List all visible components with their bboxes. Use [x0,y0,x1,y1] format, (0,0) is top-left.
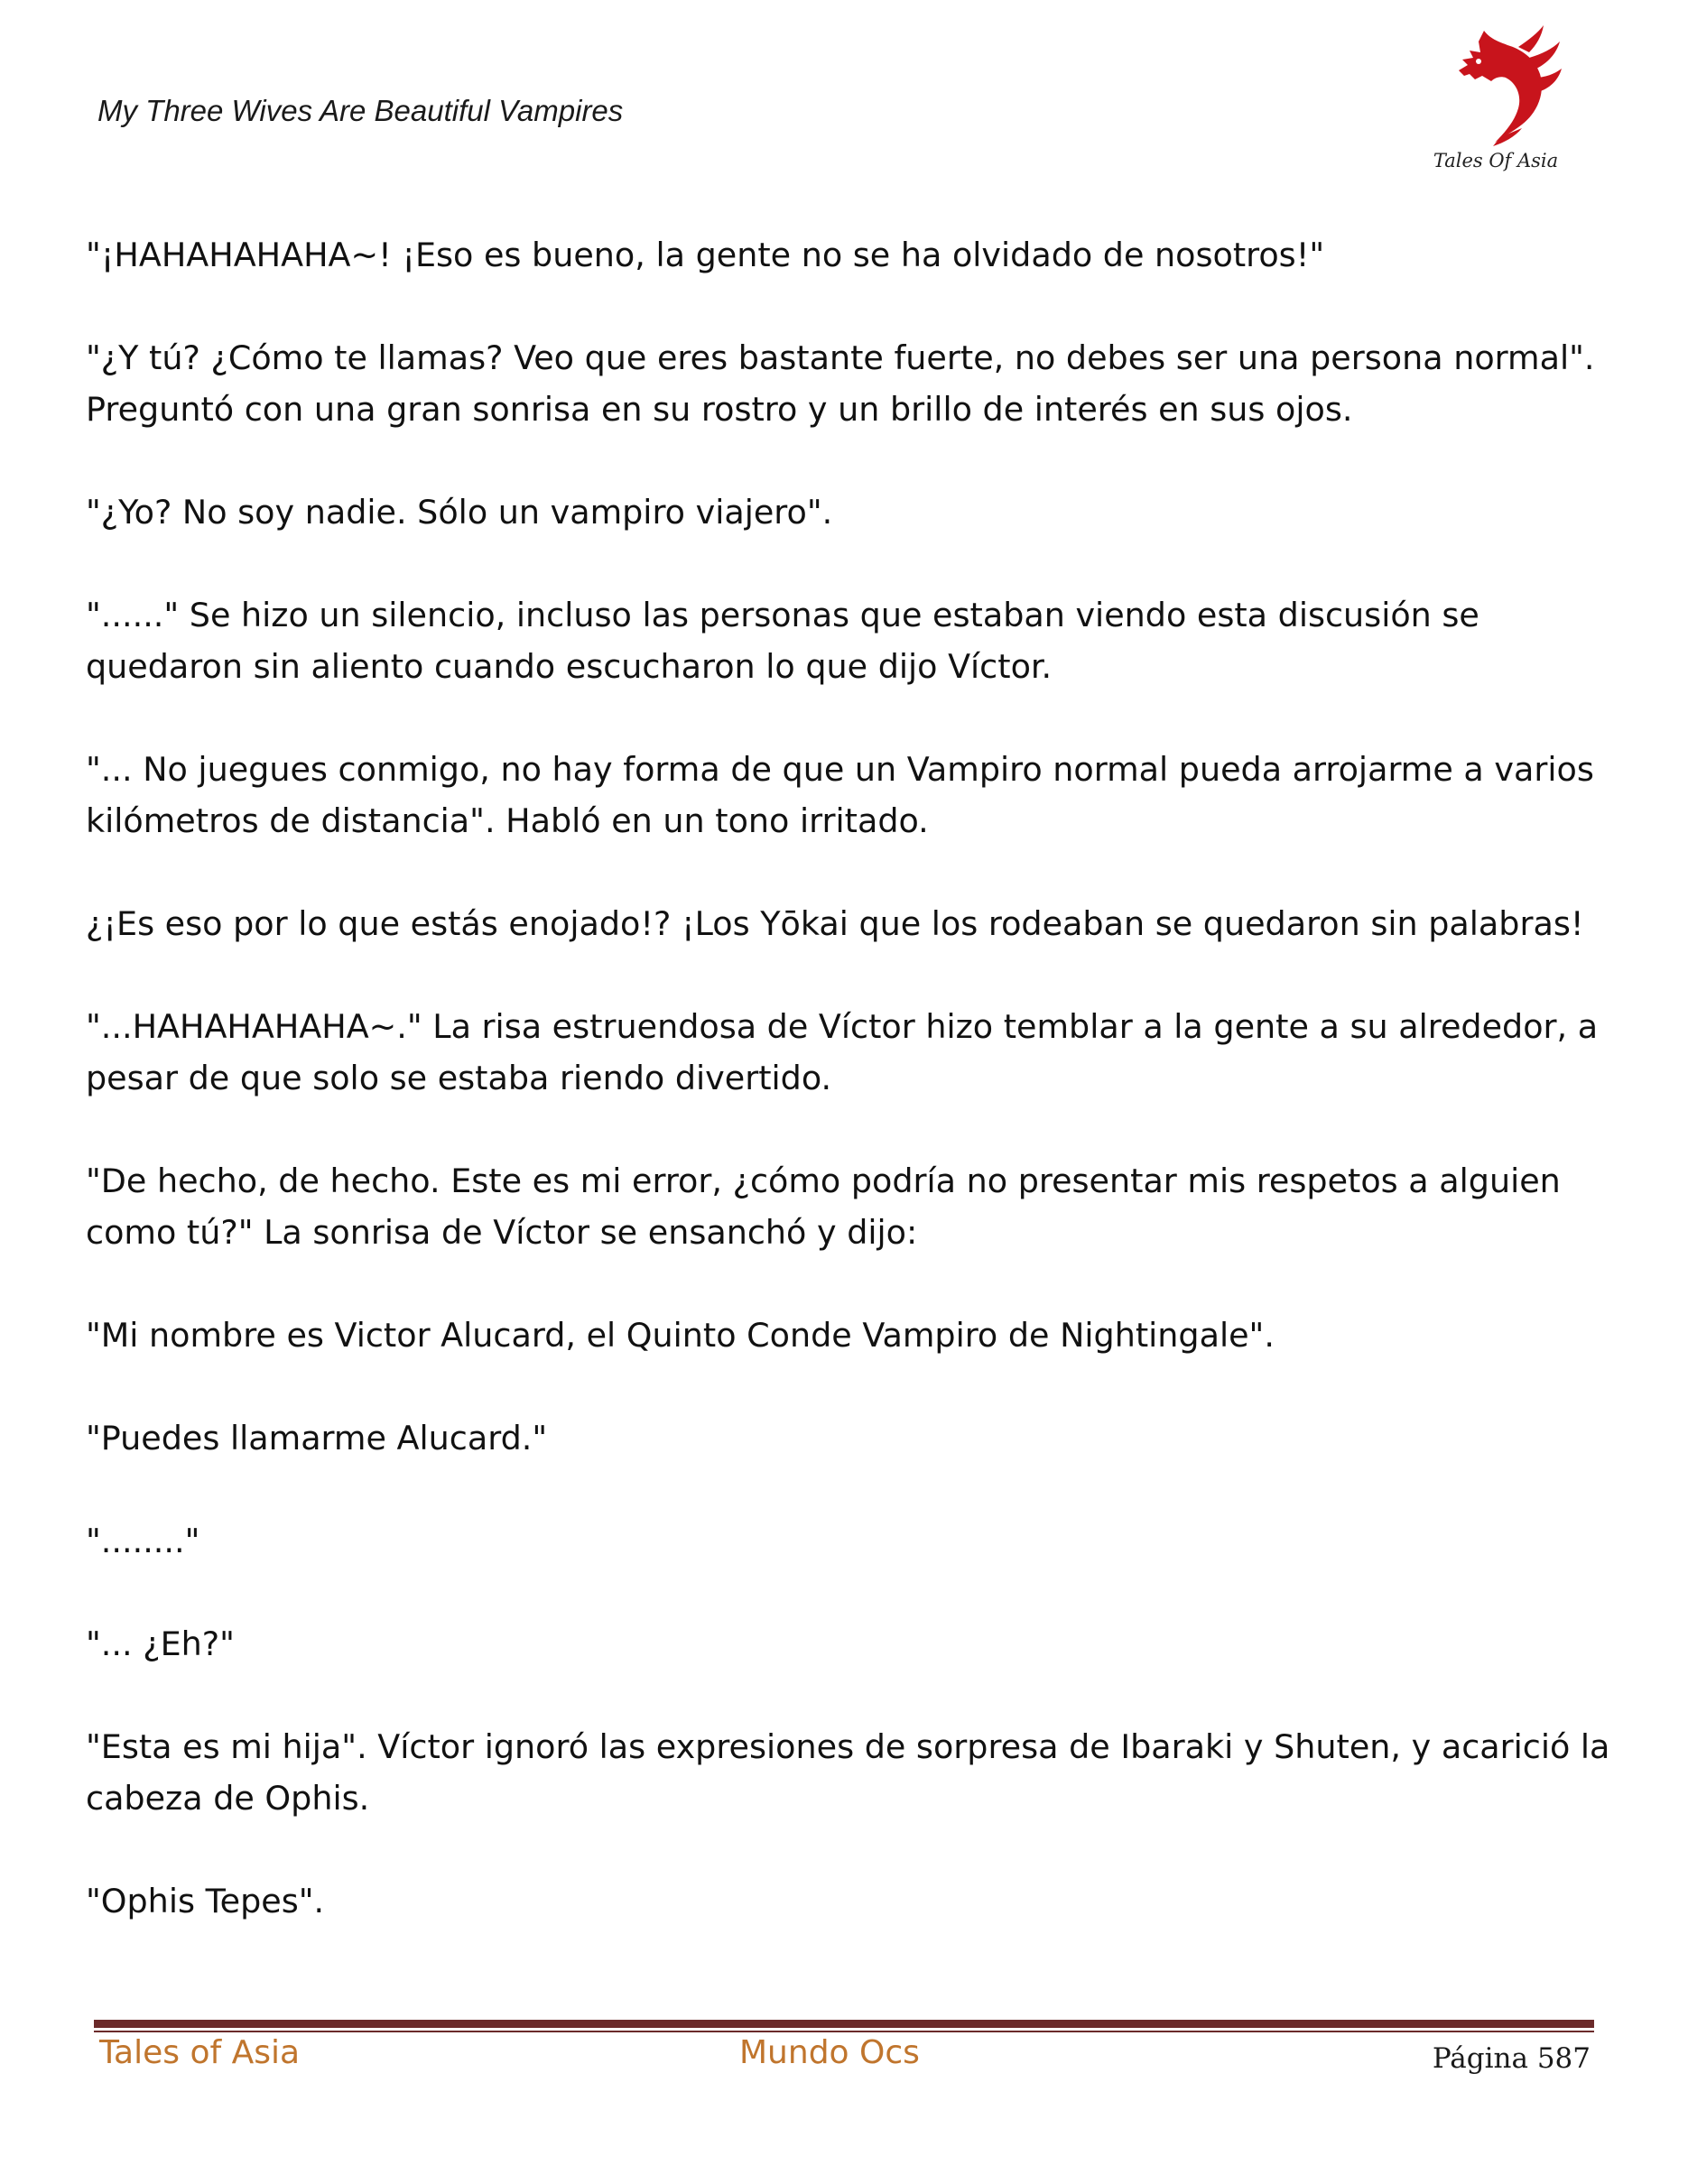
paragraph: "...HAHAHAHAHA~." La risa estruendosa de Víctor hizo temblar a la gente a su alrededor, a pesar de que solo se estaba riendo divertido. [86,1007,1599,1097]
paragraph: "De hecho, de hecho. Este es mi error, ¿cómo podría no presentar mis respetos a alguien como tú?" La sonrisa de Víctor se ensanchó y dijo: [86,1161,1561,1252]
paragraph: "... No juegues conmigo, no hay forma de que un Vampiro normal pueda arrojarme a varios kilómetros de distancia". Habló en un tono irritado. [86,750,1594,840]
footer-rule-thin [94,2031,1594,2032]
paragraph: "........" [86,1522,200,1560]
paragraph: "... ¿Eh?" [86,1624,235,1663]
paragraph: "Puedes llamarme Alucard." [86,1419,548,1458]
page-number: Página 587 [1432,2042,1591,2075]
logo-text: Tales Of Asia [1433,150,1559,171]
footer-publisher: Tales of Asia [99,2034,301,2071]
paragraph: "......" Se hizo un silencio, incluso las personas que estaban viendo esta discusión se quedaron sin aliento cuando escucharon lo que dijo Víctor. [86,596,1479,686]
chapter-body [86,229,1620,1978]
footer-credit: Mundo Ocs [739,2034,920,2071]
book-title: My Three Wives Are Beautiful Vampires [97,94,624,127]
publisher-logo [1428,22,1563,182]
paragraph: "Ophis Tepes". [86,1882,325,1920]
red-dragon-icon [1428,22,1563,148]
paragraph: "Esta es mi hija". Víctor ignoró las expresiones de sorpresa de Ibaraki y Shuten, y acarició la cabeza de Ophis. [86,1727,1610,1818]
paragraph: "¿Yo? No soy nadie. Sólo un vampiro viajero". [86,493,833,532]
paragraph: "Mi nombre es Victor Alucard, el Quinto Conde Vampiro de Nightingale". [86,1316,1275,1355]
footer-rule [94,2020,1594,2028]
paragraph: "¡HAHAHAHAHA~! ¡Eso es bueno, la gente no se ha olvidado de nosotros!" [86,236,1325,274]
paragraph: ¿¡Es eso por lo que estás enojado!? ¡Los Yōkai que los rodeaban se quedaron sin palabras! [86,904,1584,943]
paragraph: "¿Y tú? ¿Cómo te llamas? Veo que eres bastante fuerte, no debes ser una persona normal". Preguntó con una gran sonrisa en su rostro y un brillo de interés en sus ojos. [86,338,1595,429]
